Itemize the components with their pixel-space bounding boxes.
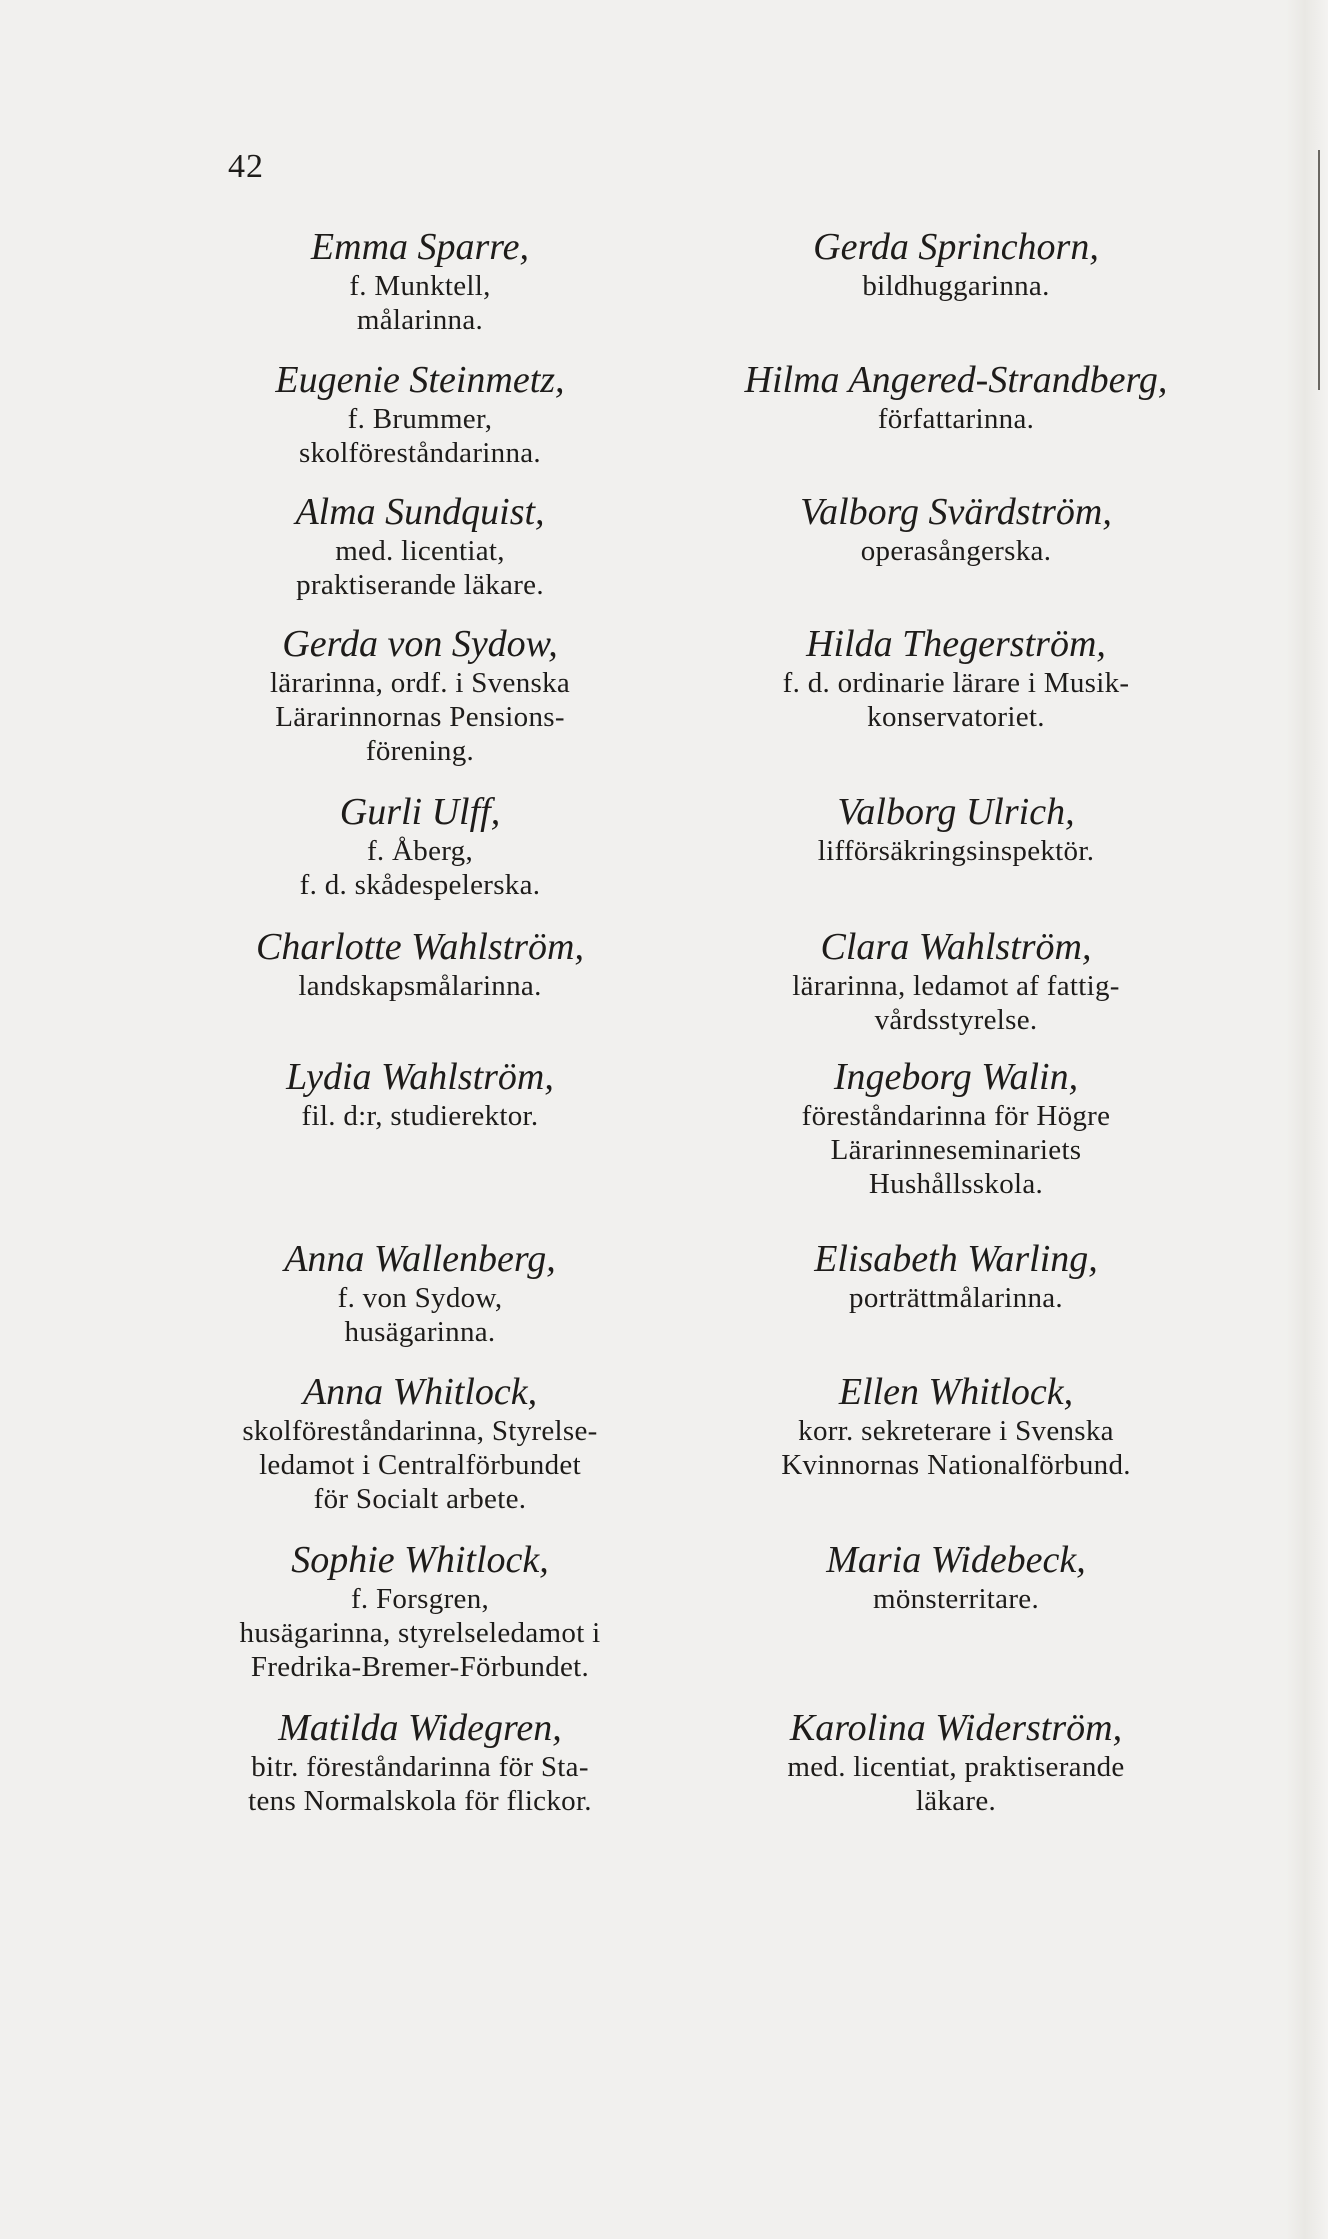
entry-name: Clara Wahlström, [820, 926, 1092, 968]
entry [140, 1055, 700, 1133]
entry-name: Valborg Svärdström, [800, 491, 1112, 533]
entry-name: Valborg Ulrich, [837, 791, 1075, 833]
entry-detail: för Socialt arbete. [313, 1483, 527, 1515]
entry-detail: tens Normalskola för flickor. [248, 1785, 592, 1817]
entry [140, 490, 700, 602]
entry-detail: föreståndarinna för Högre [801, 1100, 1111, 1132]
entry-detail: lifförsäkringsinspektör. [817, 835, 1095, 867]
entry [676, 1055, 1236, 1201]
entry-name: Gerda von Sydow, [282, 623, 558, 665]
entry-detail: praktiserande läkare. [296, 569, 544, 601]
entry-detail: skolföreståndarinna. [299, 437, 541, 469]
entry-detail: bitr. föreståndarinna för Sta- [251, 1751, 589, 1783]
entry-detail: konservatoriet. [867, 701, 1045, 733]
entry-name: Ellen Whitlock, [838, 1371, 1074, 1413]
entry-detail: f. Åberg, [366, 835, 474, 867]
entry-detail: läkare. [915, 1785, 997, 1817]
entry-name: Matilda Widegren, [278, 1707, 562, 1749]
entry-name: Gurli Ulff, [339, 791, 501, 833]
entry-detail: f. von Sydow, [337, 1282, 503, 1314]
entry-name: Anna Whitlock, [302, 1371, 538, 1413]
entry-name: Ingeborg Walin, [833, 1056, 1079, 1098]
entry-detail: porträttmålarinna. [849, 1282, 1063, 1314]
entry-detail: operasångerska. [860, 535, 1052, 567]
entry [140, 358, 700, 470]
entry-detail: Lärarinnornas Pensions- [275, 701, 565, 733]
entry-name: Anna Wallenberg, [284, 1238, 556, 1280]
entry-detail: med. licentiat, praktiserande [787, 1751, 1125, 1783]
entry [676, 358, 1236, 436]
entry-detail: Kvinnornas Nationalförbund. [781, 1449, 1131, 1481]
entry-detail: målarinna. [356, 304, 484, 336]
entry [676, 225, 1236, 303]
entry-name: Eugenie Steinmetz, [275, 359, 565, 401]
entry [676, 622, 1236, 734]
entry [140, 1237, 700, 1349]
entry-detail: mönsterritare. [872, 1583, 1040, 1615]
entry [140, 790, 700, 902]
entry [140, 225, 700, 337]
entry [676, 1370, 1236, 1482]
binding-edge-line [1318, 150, 1320, 390]
entry-name: Gerda Sprinchorn, [813, 226, 1099, 268]
entry-detail: Lärarinneseminariets [830, 1134, 1082, 1166]
entry-detail: husägarinna. [344, 1316, 496, 1348]
entry-detail: med. licentiat, [335, 535, 505, 567]
entry-detail: landskapsmålarinna. [298, 970, 542, 1002]
entry-detail: f. Munktell, [349, 270, 491, 302]
entry [140, 1706, 700, 1818]
entry-name: Elisabeth Warling, [814, 1238, 1098, 1280]
entry-detail: ledamot i Centralförbundet [259, 1449, 581, 1481]
page-number: 42 [228, 148, 264, 185]
entry [140, 1538, 700, 1684]
entry-detail: f. Brummer, [347, 403, 493, 435]
entry-detail: Hushållsskola. [868, 1168, 1044, 1200]
entry-detail: Fredrika-Bremer-Förbundet. [250, 1651, 590, 1683]
entry-detail: förening. [365, 735, 475, 767]
entry-detail: husägarinna, styrelseledamot i [239, 1617, 601, 1649]
entry [676, 1237, 1236, 1315]
entry-name: Maria Widebeck, [826, 1539, 1086, 1581]
page-edge-shadow [1286, 0, 1328, 2239]
entry-name: Emma Sparre, [310, 226, 530, 268]
entry-detail: fil. d:r, studierektor. [301, 1100, 539, 1132]
entry [676, 1706, 1236, 1818]
entry-detail: f. d. ordinarie lärare i Musik- [782, 667, 1130, 699]
entry-detail: skolföreståndarinna, Styrelse- [242, 1415, 598, 1447]
entry-detail: lärarinna, ordf. i Svenska [269, 667, 571, 699]
entry-name: Karolina Widerström, [789, 1707, 1123, 1749]
entry-name: Alma Sundquist, [295, 491, 545, 533]
entry [140, 925, 700, 1003]
entry-name: Lydia Wahlström, [286, 1056, 554, 1098]
entry-detail: korr. sekreterare i Svenska [798, 1415, 1114, 1447]
entry-name: Hilda Thegerström, [806, 623, 1106, 665]
entry [676, 1538, 1236, 1616]
entry [140, 1370, 700, 1516]
entry-detail: vårdsstyrelse. [874, 1004, 1038, 1036]
entry-name: Sophie Whitlock, [291, 1539, 549, 1581]
entry-detail: författarinna. [877, 403, 1035, 435]
entry-detail: bildhuggarinna. [862, 270, 1050, 302]
entry [140, 622, 700, 768]
entry-name: Charlotte Wahlström, [256, 926, 584, 968]
entry [676, 790, 1236, 868]
entry-detail: f. Forsgren, [350, 1583, 490, 1615]
entry-detail: lärarinna, ledamot af fattig- [792, 970, 1120, 1002]
entry [676, 925, 1236, 1037]
entry [676, 490, 1236, 568]
entry-name: Hilma Angered-Strandberg, [744, 359, 1168, 401]
entry-detail: f. d. skådespelerska. [299, 869, 541, 901]
